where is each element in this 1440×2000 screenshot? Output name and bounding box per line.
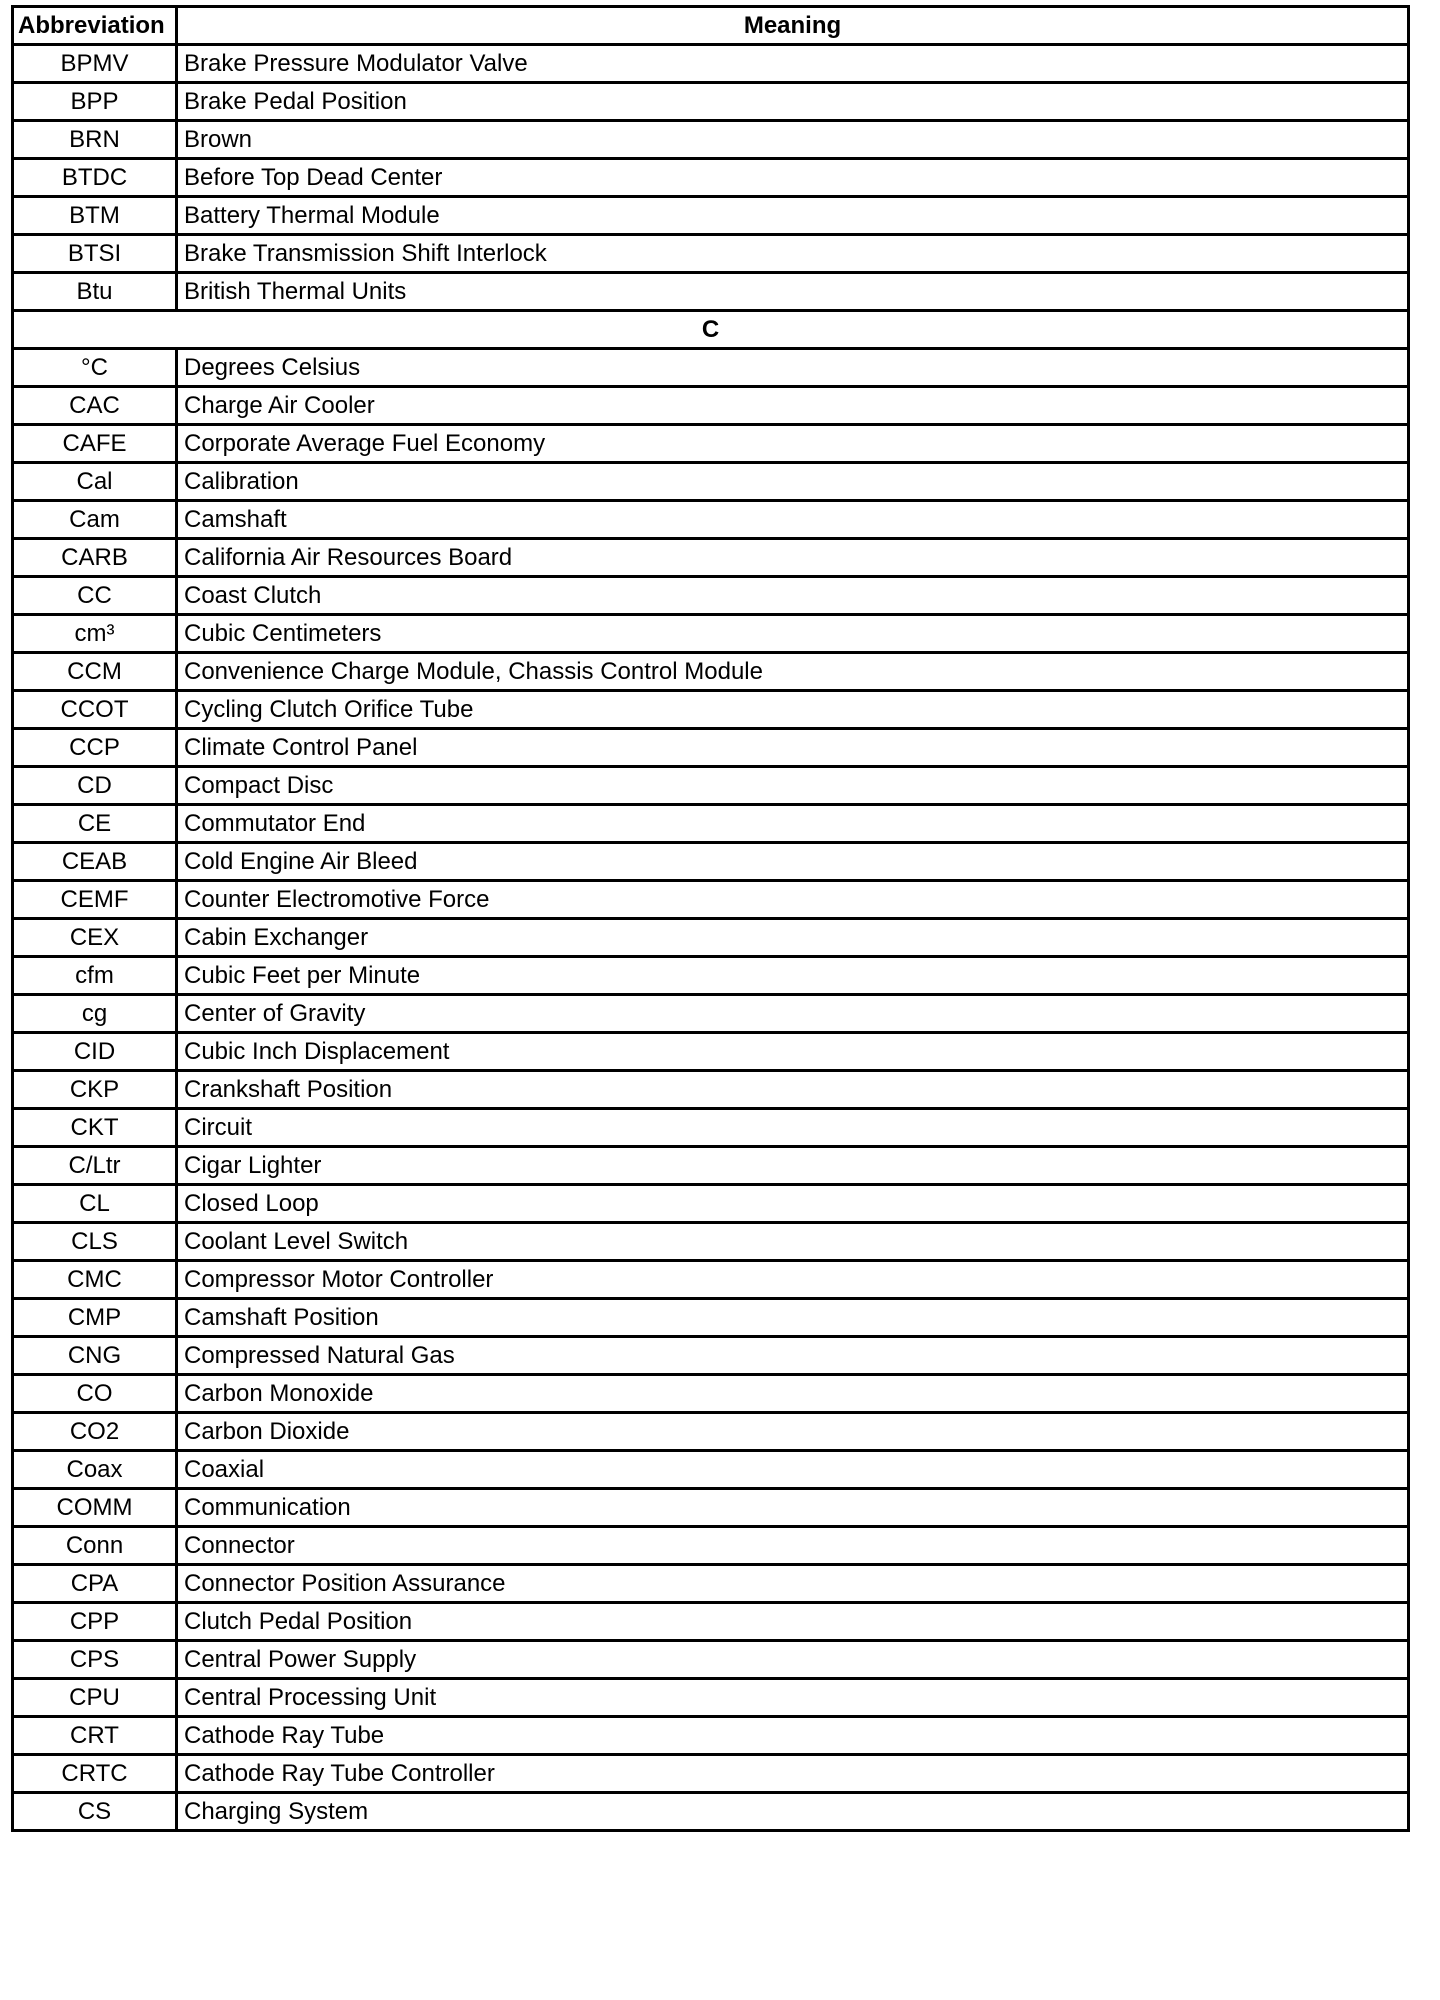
- meaning-cell: Central Processing Unit: [177, 1679, 1409, 1717]
- meaning-cell: Charge Air Cooler: [177, 387, 1409, 425]
- table-row: [13, 1641, 1409, 1679]
- meaning-cell: Camshaft Position: [177, 1299, 1409, 1337]
- abbreviation-cell: COMM: [13, 1489, 177, 1527]
- table-row: [13, 1527, 1409, 1565]
- table-row: [13, 1033, 1409, 1071]
- meaning-cell: Camshaft: [177, 501, 1409, 539]
- abbreviation-cell: BTSI: [13, 235, 177, 273]
- abbreviation-cell: cfm: [13, 957, 177, 995]
- table-row: [13, 919, 1409, 957]
- table-row: [13, 121, 1409, 159]
- abbreviation-cell: CEMF: [13, 881, 177, 919]
- abbreviation-cell: Cal: [13, 463, 177, 501]
- meaning-cell: Climate Control Panel: [177, 729, 1409, 767]
- abbreviation-cell: CO: [13, 1375, 177, 1413]
- table-row: [13, 1109, 1409, 1147]
- abbreviation-table: [11, 5, 1410, 1832]
- table-row: [13, 539, 1409, 577]
- abbreviation-cell: CCP: [13, 729, 177, 767]
- meaning-cell: Cubic Feet per Minute: [177, 957, 1409, 995]
- rows-before-c: [13, 45, 1409, 311]
- meaning-cell: Clutch Pedal Position: [177, 1603, 1409, 1641]
- section-label: C: [13, 311, 1409, 349]
- meaning-cell: Carbon Dioxide: [177, 1413, 1409, 1451]
- abbreviation-cell: CD: [13, 767, 177, 805]
- table-row: [13, 501, 1409, 539]
- abbreviation-cell: CRTC: [13, 1755, 177, 1793]
- table-row: [13, 1717, 1409, 1755]
- meaning-cell: Before Top Dead Center: [177, 159, 1409, 197]
- abbreviation-cell: CEX: [13, 919, 177, 957]
- meaning-cell: Compressor Motor Controller: [177, 1261, 1409, 1299]
- abbreviation-cell: CRT: [13, 1717, 177, 1755]
- meaning-cell: Counter Electromotive Force: [177, 881, 1409, 919]
- abbreviation-cell: Cam: [13, 501, 177, 539]
- abbreviation-cell: CO2: [13, 1413, 177, 1451]
- meaning-cell: Brown: [177, 121, 1409, 159]
- table-row: [13, 1299, 1409, 1337]
- table-row: [13, 615, 1409, 653]
- meaning-cell: Brake Pressure Modulator Valve: [177, 45, 1409, 83]
- meaning-cell: Connector: [177, 1527, 1409, 1565]
- abbreviation-cell: CAFE: [13, 425, 177, 463]
- header-row: [13, 7, 1409, 45]
- abbreviation-cell: CS: [13, 1793, 177, 1831]
- table-row: [13, 1375, 1409, 1413]
- table-row: [13, 843, 1409, 881]
- table-row: [13, 805, 1409, 843]
- table-row: [13, 1679, 1409, 1717]
- rows-c: [13, 349, 1409, 1831]
- meaning-cell: Compact Disc: [177, 767, 1409, 805]
- abbreviation-cell: CPP: [13, 1603, 177, 1641]
- abbreviation-cell: CC: [13, 577, 177, 615]
- abbreviation-cell: CE: [13, 805, 177, 843]
- abbreviation-cell: cm³: [13, 615, 177, 653]
- table-row: [13, 387, 1409, 425]
- abbreviation-cell: CL: [13, 1185, 177, 1223]
- abbreviation-header: Abbreviation: [13, 7, 177, 45]
- abbreviation-cell: CKT: [13, 1109, 177, 1147]
- table-row: [13, 577, 1409, 615]
- meaning-cell: British Thermal Units: [177, 273, 1409, 311]
- table-row: [13, 273, 1409, 311]
- meaning-cell: Cubic Centimeters: [177, 615, 1409, 653]
- abbreviation-cell: BTDC: [13, 159, 177, 197]
- table-row: [13, 1451, 1409, 1489]
- abbreviation-cell: Coax: [13, 1451, 177, 1489]
- meaning-cell: Convenience Charge Module, Chassis Control Module: [177, 653, 1409, 691]
- abbreviation-cell: Btu: [13, 273, 177, 311]
- meaning-cell: Carbon Monoxide: [177, 1375, 1409, 1413]
- meaning-header: Meaning: [177, 7, 1409, 45]
- abbreviation-cell: CAC: [13, 387, 177, 425]
- abbreviation-cell: CEAB: [13, 843, 177, 881]
- table-row: [13, 995, 1409, 1033]
- table-row: [13, 45, 1409, 83]
- meaning-cell: Circuit: [177, 1109, 1409, 1147]
- table-row: [13, 1261, 1409, 1299]
- table-row: [13, 349, 1409, 387]
- table-row: [13, 729, 1409, 767]
- meaning-cell: Connector Position Assurance: [177, 1565, 1409, 1603]
- meaning-cell: Cathode Ray Tube: [177, 1717, 1409, 1755]
- meaning-cell: California Air Resources Board: [177, 539, 1409, 577]
- meaning-cell: Corporate Average Fuel Economy: [177, 425, 1409, 463]
- abbreviation-cell: CID: [13, 1033, 177, 1071]
- abbreviation-cell: CCM: [13, 653, 177, 691]
- table-row: [13, 1603, 1409, 1641]
- meaning-cell: Brake Transmission Shift Interlock: [177, 235, 1409, 273]
- table-row: [13, 1755, 1409, 1793]
- abbreviation-cell: °C: [13, 349, 177, 387]
- abbreviation-cell: BTM: [13, 197, 177, 235]
- meaning-cell: Brake Pedal Position: [177, 83, 1409, 121]
- abbreviation-cell: BPP: [13, 83, 177, 121]
- meaning-cell: Coolant Level Switch: [177, 1223, 1409, 1261]
- table-row: [13, 425, 1409, 463]
- table-row: [13, 653, 1409, 691]
- meaning-cell: Calibration: [177, 463, 1409, 501]
- meaning-cell: Cabin Exchanger: [177, 919, 1409, 957]
- meaning-cell: Cathode Ray Tube Controller: [177, 1755, 1409, 1793]
- abbreviation-cell: BRN: [13, 121, 177, 159]
- meaning-cell: Communication: [177, 1489, 1409, 1527]
- meaning-cell: Coast Clutch: [177, 577, 1409, 615]
- abbreviation-cell: CMP: [13, 1299, 177, 1337]
- meaning-cell: Cycling Clutch Orifice Tube: [177, 691, 1409, 729]
- abbreviation-cell: CNG: [13, 1337, 177, 1375]
- table-row: [13, 1793, 1409, 1831]
- table-row: [13, 83, 1409, 121]
- meaning-cell: Coaxial: [177, 1451, 1409, 1489]
- table-row: [13, 1147, 1409, 1185]
- abbreviation-cell: CPU: [13, 1679, 177, 1717]
- table-row: [13, 463, 1409, 501]
- table-row: [13, 1223, 1409, 1261]
- meaning-cell: Center of Gravity: [177, 995, 1409, 1033]
- meaning-cell: Cubic Inch Displacement: [177, 1033, 1409, 1071]
- abbreviation-cell: CLS: [13, 1223, 177, 1261]
- section-c: [13, 311, 1409, 349]
- table-row: [13, 1337, 1409, 1375]
- meaning-cell: Commutator End: [177, 805, 1409, 843]
- table-row: [13, 1185, 1409, 1223]
- table-row: [13, 1413, 1409, 1451]
- table-row: [13, 159, 1409, 197]
- meaning-cell: Closed Loop: [177, 1185, 1409, 1223]
- table-row: [13, 1565, 1409, 1603]
- table-row: [13, 1071, 1409, 1109]
- table-row: [13, 767, 1409, 805]
- meaning-cell: Cigar Lighter: [177, 1147, 1409, 1185]
- abbreviation-cell: cg: [13, 995, 177, 1033]
- meaning-cell: Central Power Supply: [177, 1641, 1409, 1679]
- abbreviation-cell: CMC: [13, 1261, 177, 1299]
- abbreviation-cell: CPA: [13, 1565, 177, 1603]
- table-row: [13, 691, 1409, 729]
- table-row: [13, 881, 1409, 919]
- abbreviation-cell: Conn: [13, 1527, 177, 1565]
- meaning-cell: Charging System: [177, 1793, 1409, 1831]
- meaning-cell: Compressed Natural Gas: [177, 1337, 1409, 1375]
- meaning-cell: Crankshaft Position: [177, 1071, 1409, 1109]
- table-row: [13, 235, 1409, 273]
- meaning-cell: Battery Thermal Module: [177, 197, 1409, 235]
- abbreviation-cell: CARB: [13, 539, 177, 577]
- meaning-cell: Degrees Celsius: [177, 349, 1409, 387]
- abbreviation-cell: CCOT: [13, 691, 177, 729]
- abbreviation-cell: C/Ltr: [13, 1147, 177, 1185]
- meaning-cell: Cold Engine Air Bleed: [177, 843, 1409, 881]
- section-row: [13, 311, 1409, 349]
- abbreviation-cell: CPS: [13, 1641, 177, 1679]
- table-row: [13, 1489, 1409, 1527]
- table-row: [13, 197, 1409, 235]
- abbreviation-cell: BPMV: [13, 45, 177, 83]
- abbreviation-cell: CKP: [13, 1071, 177, 1109]
- table-row: [13, 957, 1409, 995]
